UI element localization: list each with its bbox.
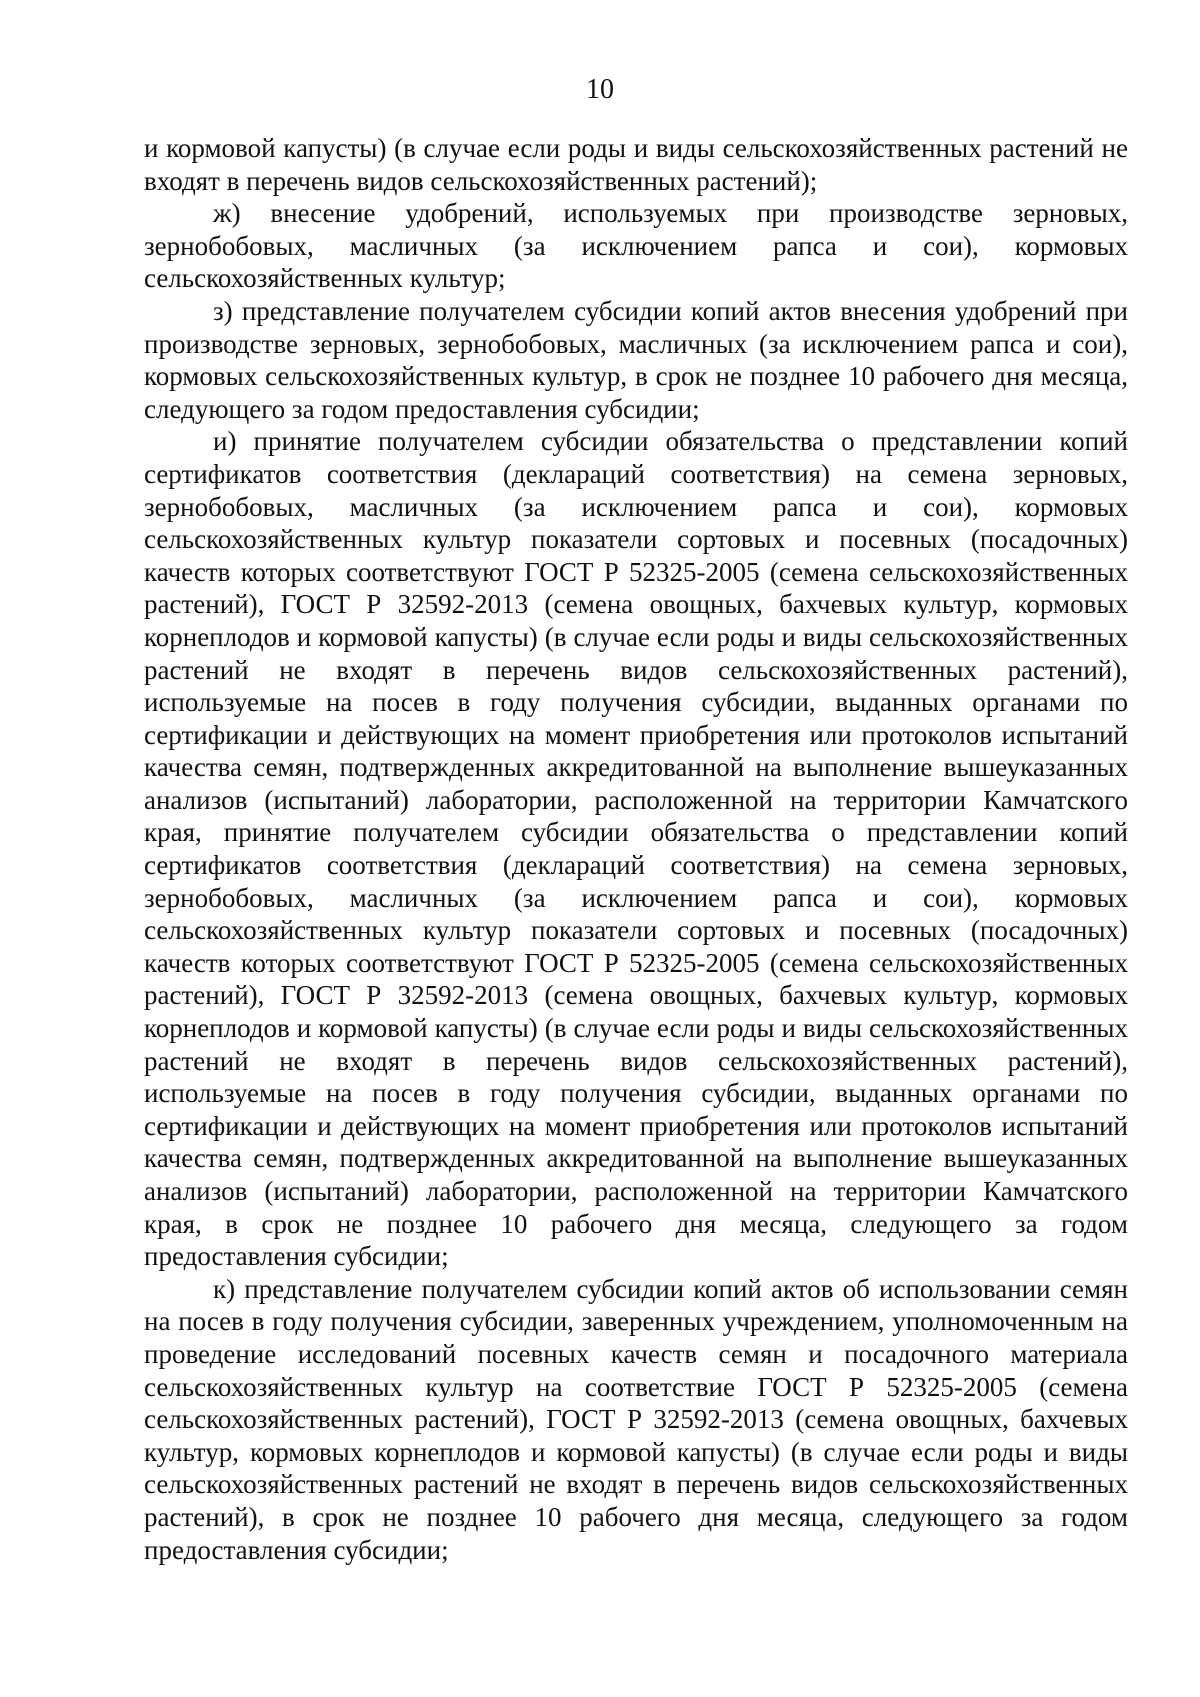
paragraph-item-i: и) принятие получателем субсидии обязательства о представлении копий сертификатов соответствия (деклараций соответствия) на семена зерновых, зернобобовых, масличных (за исключением рапса и сои), кормовых сельскохозяйственных культур показатели сортовых и посевных (посадочных) качеств которых соответствуют ГОСТ Р 52325-2005 (семена сельскохозяйственных растений), ГОСТ Р 32592-2013 (семена овощных, бахчевых культур, кормовых корнеплодов и кормовой капусты) (в случае если роды и виды сельскохозяйственных растений не входят в перечень видов сельскохозяйственных растений), используемые на посев в году получения субсидии, выданных органами по сертификации и действующих на момент приобретения или протоколов испытаний качества семян, подтвержденных аккредитованной на выполнение вышеуказанных анализов (испытаний) лаборатории, расположенной на территории Камчатского края, принятие получателем субсидии обязательства о представлении копий сертификатов соответствия (деклараций соответствия) на семена зерновых, зернобобовых, масличных (за исключением рапса и сои), кормовых сельскохозяйственных культур показатели сортовых и посевных (посадочных) качеств которых соответствуют ГОСТ Р 52325-2005 (семена сельскохозяйственных растений), ГОСТ Р 32592-2013 (семена овощных, бахчевых культур, кормовых корнеплодов и кормовой капусты) (в случае если роды и виды сельскохозяйственных растений не входят в перечень видов сельскохозяйственных растений), используемые на посев в году получения субсидии, выданных органами по сертификации и действующих на момент приобретения или протоколов испытаний качества семян, подтвержденных аккредитованной на выполнение вышеуказанных анализов (испытаний) лаборатории, расположенной на территории Камчатского края, в срок не позднее 10 рабочего дня месяца, следующего за годом предоставления субсидии; xyxy=(144,426,1128,1272)
paragraph-item-z: з) представление получателем субсидии копий актов внесения удобрений при производстве зерновых, зернобобовых, масличных (за исключением рапса и сои), кормовых сельскохозяйственных культур, в срок не позднее 10 рабочего дня месяца, следующего за годом предоставления субсидии; xyxy=(144,295,1128,424)
document-body xyxy=(144,132,1128,1566)
paragraph-item-k: к) представление получателем субсидии копий актов об использовании семян на посев в году получения субсидии, заверенных учреждением, уполномоченным на проведение исследований посевных качеств семян и посадочного материала сельскохозяйственных культур на соответствие ГОСТ Р 52325-2005 (семена сельскохозяйственных растений), ГОСТ Р 32592-2013 (семена овощных, бахчевых культур, кормовых корнеплодов и кормовой капусты) (в случае если роды и виды сельскохозяйственных растений не входят в перечень видов сельскохозяйственных растений), в срок не позднее 10 рабочего дня месяца, следующего за годом предоставления субсидии; xyxy=(144,1273,1128,1565)
paragraph-continuation: и кормовой капусты) (в случае если роды и виды сельскохозяйственных растений не входят в перечень видов сельскохозяйственных растений); xyxy=(144,133,1128,196)
page-number: 10 xyxy=(586,74,614,105)
paragraph-item-zh: ж) внесение удобрений, используемых при производстве зерновых, зернобобовых, масличных (за исключением рапса и сои), кормовых сельскохозяйственных культур; xyxy=(144,198,1128,294)
